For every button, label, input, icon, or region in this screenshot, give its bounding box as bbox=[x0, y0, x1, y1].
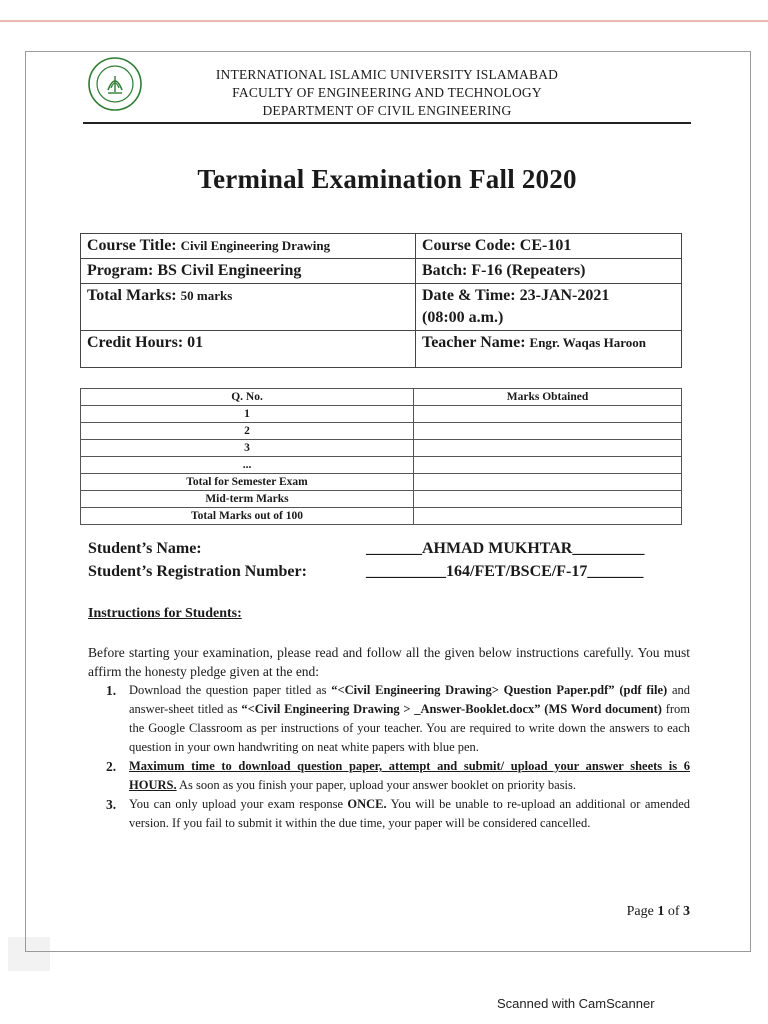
row-label: 2 bbox=[81, 423, 414, 440]
row-label: 3 bbox=[81, 440, 414, 457]
total-marks-cell: Total Marks: 50 marks bbox=[81, 284, 416, 331]
table-row bbox=[81, 474, 682, 491]
marks-table bbox=[80, 388, 682, 525]
institution-header bbox=[150, 66, 624, 120]
answer-booklet-filename: “<Civil Engineering Drawing > _Answer-Booklet.docx” (MS Word document) bbox=[241, 702, 662, 716]
row-label: Mid-term Marks bbox=[81, 491, 414, 508]
info-row bbox=[81, 259, 682, 284]
instruction-item: 1. Download the question paper titled as “<Civil Engineering Drawing> Question Paper.pdf” (pdf file) and answer-sheet titled as “<Civil Engineering Drawing > _Answer-Booklet.docx” (MS Word document) from the Google Classroom as per instructions of your teacher. You are required to write down the answers to each question in your own handwriting on neat white papers with blue pen. bbox=[106, 683, 690, 754]
batch-value: F-16 (Repeaters) bbox=[471, 262, 586, 279]
marks-cell bbox=[414, 491, 682, 508]
header-rule bbox=[83, 122, 691, 124]
total-marks-value: 50 marks bbox=[180, 288, 233, 303]
marks-cell bbox=[414, 508, 682, 525]
exam-title: Terminal Examination Fall 2020 bbox=[197, 164, 577, 194]
instructions-intro: Before starting your examination, please read and follow all the given below instructions carefully. You must affirm the honesty pledge given at the end: bbox=[88, 645, 690, 679]
course-title-value: Civil Engineering Drawing bbox=[180, 238, 331, 253]
marks-cell bbox=[414, 440, 682, 457]
camscanner-watermark: Scanned with CamScanner bbox=[497, 996, 655, 1011]
table-row bbox=[81, 491, 682, 508]
exam-date: 23-JAN-2021 bbox=[519, 287, 610, 304]
top-divider bbox=[0, 20, 768, 22]
course-info-table bbox=[80, 233, 682, 368]
teacher-value: Engr. Waqas Haroon bbox=[529, 335, 646, 350]
table-row bbox=[81, 508, 682, 525]
info-row bbox=[81, 284, 682, 331]
marks-header-row bbox=[81, 389, 682, 406]
marks-cell bbox=[414, 474, 682, 491]
credit-hours-value: 01 bbox=[187, 334, 204, 351]
page-number: Page 1 of 3 bbox=[626, 904, 690, 919]
row-label: ... bbox=[81, 457, 414, 474]
marks-cell bbox=[414, 457, 682, 474]
table-row bbox=[81, 457, 682, 474]
table-row bbox=[81, 440, 682, 457]
row-label: 1 bbox=[81, 406, 414, 423]
teacher-cell: Teacher Name: Engr. Waqas Haroon bbox=[416, 331, 682, 368]
student-details bbox=[88, 540, 688, 586]
credit-hours-cell: Credit Hours: 01 bbox=[81, 331, 416, 368]
university-name: INTERNATIONAL ISLAMIC UNIVERSITY ISLAMABAD bbox=[215, 67, 559, 82]
instruction-item: 2. Maximum time to download question paper, attempt and submit/ upload your answer sheets is 6 HOURS. As soon as you finish your paper, upload your answer booklet on priority basis. bbox=[106, 759, 690, 792]
instructions-list bbox=[106, 681, 690, 833]
student-reg-value: __________164/FET/BSCE/F-17_______ bbox=[366, 563, 644, 580]
student-name-value: _______AHMAD MUKHTAR_________ bbox=[366, 540, 645, 557]
table-row bbox=[81, 406, 682, 423]
student-name-row bbox=[88, 540, 688, 563]
exam-time: (08:00 a.m.) bbox=[422, 309, 504, 326]
row-label: Total for Semester Exam bbox=[81, 474, 414, 491]
student-name-label: Student’s Name: bbox=[88, 540, 202, 557]
question-paper-filename: “<Civil Engineering Drawing> Question Paper.pdf” (pdf file) bbox=[331, 683, 668, 697]
marks-cell bbox=[414, 423, 682, 440]
info-row bbox=[81, 234, 682, 259]
course-code-cell: Course Code: CE-101 bbox=[416, 234, 682, 259]
instructions-heading: Instructions for Students: bbox=[88, 606, 242, 621]
date-time-cell: Date & Time: 23-JAN-2021 (08:00 a.m.) bbox=[416, 284, 682, 331]
department-name: DEPARTMENT OF CIVIL ENGINEERING bbox=[262, 103, 512, 118]
marks-obtained-header: Marks Obtained bbox=[414, 389, 682, 406]
time-limit-notice: Maximum time to download question paper, attempt and submit/ upload your answer sheets is 6 HOURS. bbox=[129, 759, 690, 792]
student-reg-label: Student’s Registration Number: bbox=[88, 563, 307, 580]
instruction-item: 3. You can only upload your exam response ONCE. You will be unable to re-upload an additional or amended version. If you fail to submit it within the due time, your paper will be considered cancelled. bbox=[106, 797, 690, 830]
marks-cell bbox=[414, 406, 682, 423]
program-cell: Program: BS Civil Engineering bbox=[81, 259, 416, 284]
student-reg-row bbox=[88, 563, 688, 586]
course-code-value: CE-101 bbox=[519, 237, 572, 254]
table-row bbox=[81, 423, 682, 440]
qno-header: Q. No. bbox=[81, 389, 414, 406]
course-title-cell: Course Title: Civil Engineering Drawing bbox=[81, 234, 416, 259]
row-label: Total Marks out of 100 bbox=[81, 508, 414, 525]
batch-cell: Batch: F-16 (Repeaters) bbox=[416, 259, 682, 284]
program-value: BS Civil Engineering bbox=[157, 262, 302, 279]
university-logo-icon bbox=[87, 56, 143, 112]
faculty-name: FACULTY OF ENGINEERING AND TECHNOLOGY bbox=[232, 85, 542, 100]
info-row bbox=[81, 331, 682, 368]
